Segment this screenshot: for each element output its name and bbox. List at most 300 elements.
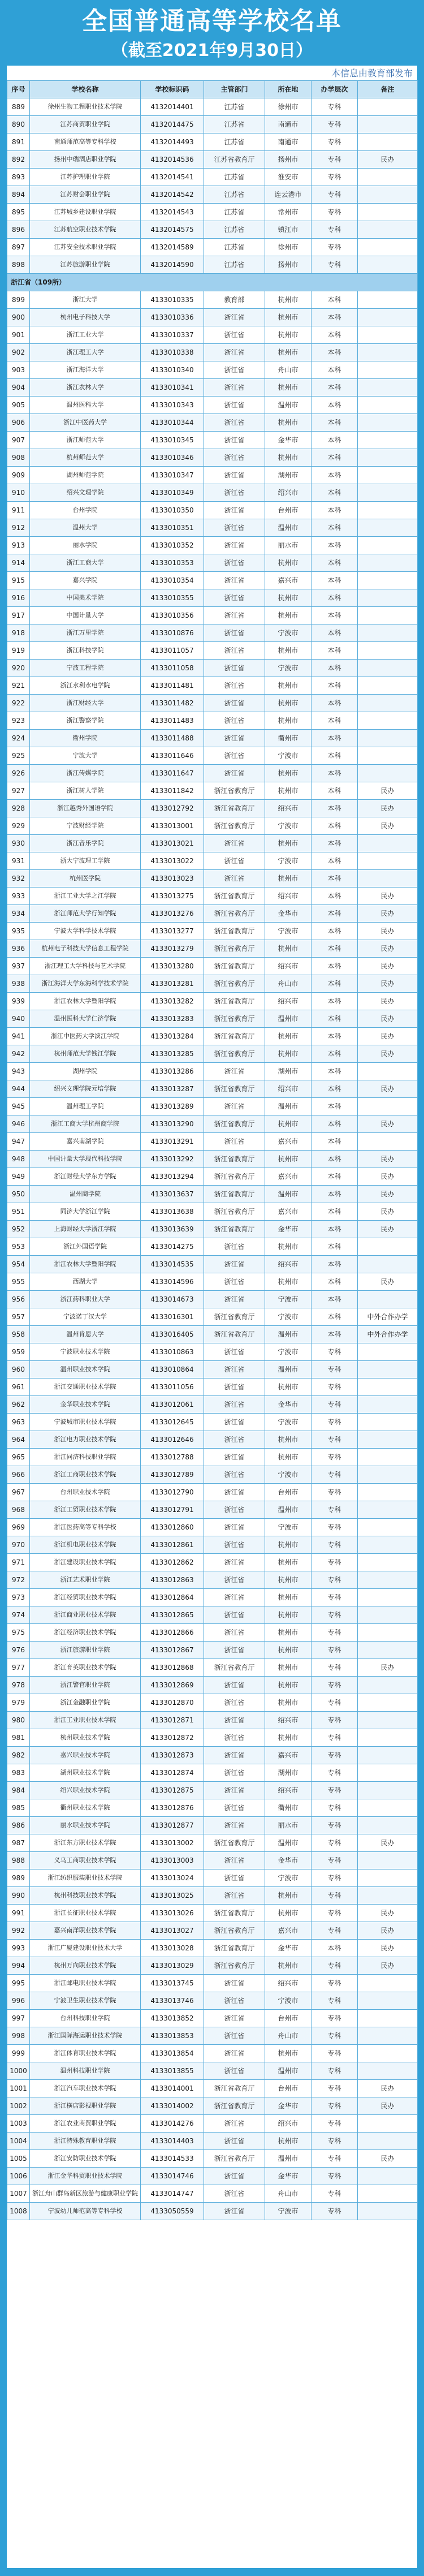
cell-dept: 浙江省 bbox=[204, 1992, 265, 2010]
cell-no: 946 bbox=[7, 1115, 30, 1133]
cell-no: 988 bbox=[7, 1852, 30, 1869]
cell-code: 4133012873 bbox=[141, 1747, 204, 1764]
cell-note bbox=[358, 344, 418, 361]
cell-level: 本科 bbox=[311, 414, 358, 432]
cell-level: 专科 bbox=[311, 1484, 358, 1501]
cell-dept: 浙江省 bbox=[204, 1063, 265, 1080]
cell-dept: 浙江省 bbox=[204, 1414, 265, 1431]
cell-note: 民办 bbox=[358, 1834, 418, 1852]
cell-no: 922 bbox=[7, 695, 30, 712]
cell-dept: 浙江省 bbox=[204, 449, 265, 467]
cell-note bbox=[358, 1869, 418, 1887]
cell-level: 专科 bbox=[311, 1852, 358, 1869]
cell-level: 本科 bbox=[311, 519, 358, 537]
table-row bbox=[7, 1940, 418, 1957]
cell-level: 本科 bbox=[311, 1326, 358, 1343]
cell-level: 专科 bbox=[311, 1396, 358, 1414]
cell-note: 民办 bbox=[358, 993, 418, 1010]
cell-school-name: 浙江树人学院 bbox=[30, 782, 141, 800]
cell-note bbox=[358, 1098, 418, 1115]
cell-location: 杭州市 bbox=[265, 2045, 311, 2062]
cell-no: 891 bbox=[7, 133, 30, 151]
cell-no: 993 bbox=[7, 1940, 30, 1957]
cell-level: 本科 bbox=[311, 1115, 358, 1133]
cell-code: 4133010352 bbox=[141, 537, 204, 554]
table-row bbox=[7, 1747, 418, 1764]
cell-school-name: 浙江大学 bbox=[30, 291, 141, 309]
cell-note bbox=[358, 397, 418, 414]
cell-school-name: 浙江工业大学之江学院 bbox=[30, 888, 141, 905]
cell-note: 民办 bbox=[358, 782, 418, 800]
cell-no: 905 bbox=[7, 397, 30, 414]
table-row bbox=[7, 870, 418, 888]
table-row bbox=[7, 1203, 418, 1221]
cell-code: 4133013284 bbox=[141, 1028, 204, 1045]
cell-note: 民办 bbox=[358, 1028, 418, 1045]
cell-no: 904 bbox=[7, 379, 30, 397]
cell-level: 专科 bbox=[311, 1799, 358, 1817]
cell-note bbox=[358, 1431, 418, 1449]
cell-dept: 浙江省教育厅 bbox=[204, 1957, 265, 1975]
cell-dept: 浙江省教育厅 bbox=[204, 1010, 265, 1028]
cell-location: 嘉兴市 bbox=[265, 1168, 311, 1186]
cell-dept: 浙江省 bbox=[204, 835, 265, 852]
cell-location: 温州市 bbox=[265, 1010, 311, 1028]
cell-code: 4133013276 bbox=[141, 905, 204, 923]
cell-note: 民办 bbox=[358, 1010, 418, 1028]
cell-dept: 浙江省教育厅 bbox=[204, 958, 265, 975]
cell-code: 4133013282 bbox=[141, 993, 204, 1010]
cell-level: 本科 bbox=[311, 852, 358, 870]
cell-school-name: 丽水学院 bbox=[30, 537, 141, 554]
cell-note bbox=[358, 256, 418, 274]
cell-note bbox=[358, 835, 418, 852]
cell-level: 专科 bbox=[311, 1571, 358, 1589]
cell-code: 4133013286 bbox=[141, 1063, 204, 1080]
table-row bbox=[7, 1519, 418, 1536]
cell-dept: 浙江省教育厅 bbox=[204, 1834, 265, 1852]
cell-school-name: 台州科技职业学院 bbox=[30, 2010, 141, 2027]
cell-level: 专科 bbox=[311, 1905, 358, 1922]
cell-note bbox=[358, 1729, 418, 1747]
cell-no: 974 bbox=[7, 1606, 30, 1624]
cell-note bbox=[358, 449, 418, 467]
table-row bbox=[7, 800, 418, 817]
cell-location: 绍兴市 bbox=[265, 484, 311, 502]
cell-no: 992 bbox=[7, 1922, 30, 1940]
cell-school-name: 浙江经济职业技术学院 bbox=[30, 1624, 141, 1642]
cell-dept: 浙江省教育厅 bbox=[204, 923, 265, 940]
cell-location: 杭州市 bbox=[265, 1379, 311, 1396]
cell-code: 4133016301 bbox=[141, 1308, 204, 1326]
table-row bbox=[7, 1361, 418, 1379]
cell-location: 杭州市 bbox=[265, 677, 311, 695]
cell-location: 温州市 bbox=[265, 1098, 311, 1115]
cell-location: 嘉兴市 bbox=[265, 1133, 311, 1151]
table-row bbox=[7, 1431, 418, 1449]
cell-location: 宁波市 bbox=[265, 817, 311, 835]
cell-dept: 江苏省教育厅 bbox=[204, 151, 265, 169]
header-cell-name: 学校名称 bbox=[30, 81, 141, 98]
header-cell-dept: 主管部门 bbox=[204, 81, 265, 98]
cell-note bbox=[358, 677, 418, 695]
cell-dept: 浙江省 bbox=[204, 1238, 265, 1256]
cell-level: 专科 bbox=[311, 1343, 358, 1361]
cell-location: 宁波市 bbox=[265, 2203, 311, 2220]
cell-no: 942 bbox=[7, 1045, 30, 1063]
cell-level: 本科 bbox=[311, 449, 358, 467]
cell-location: 杭州市 bbox=[265, 449, 311, 467]
cell-dept: 浙江省教育厅 bbox=[204, 2097, 265, 2115]
table-row bbox=[7, 2010, 418, 2027]
cell-location: 温州市 bbox=[265, 1501, 311, 1519]
cell-dept: 浙江省 bbox=[204, 2062, 265, 2080]
cell-dept: 浙江省 bbox=[204, 519, 265, 537]
cell-no: 897 bbox=[7, 239, 30, 256]
cell-code: 4133011483 bbox=[141, 712, 204, 730]
cell-no: 962 bbox=[7, 1396, 30, 1414]
group-row bbox=[7, 274, 418, 291]
cell-school-name: 浙江医药高等专科学校 bbox=[30, 1519, 141, 1536]
cell-location: 温州市 bbox=[265, 397, 311, 414]
cell-note bbox=[358, 1694, 418, 1712]
cell-school-name: 江苏财会职业学院 bbox=[30, 186, 141, 204]
cell-level: 本科 bbox=[311, 730, 358, 747]
cell-dept: 浙江省 bbox=[204, 1536, 265, 1554]
cell-level: 专科 bbox=[311, 239, 358, 256]
cell-no: 921 bbox=[7, 677, 30, 695]
table-row bbox=[7, 151, 418, 169]
cell-code: 4133010343 bbox=[141, 397, 204, 414]
cell-dept: 浙江省教育厅 bbox=[204, 1326, 265, 1343]
cell-school-name: 杭州职业技术学院 bbox=[30, 1729, 141, 1747]
cell-note: 民办 bbox=[358, 1905, 418, 1922]
cell-dept: 浙江省 bbox=[204, 1747, 265, 1764]
cell-level: 专科 bbox=[311, 1431, 358, 1449]
cell-school-name: 浙江安防职业技术学院 bbox=[30, 2150, 141, 2168]
source-watermark: 本信息由教育部发布 bbox=[331, 68, 413, 79]
cell-note bbox=[358, 1484, 418, 1501]
table-row bbox=[7, 221, 418, 239]
cell-school-name: 浙江金融职业学院 bbox=[30, 1694, 141, 1712]
cell-code: 4133013027 bbox=[141, 1922, 204, 1940]
cell-location: 舟山市 bbox=[265, 2185, 311, 2203]
cell-level: 专科 bbox=[311, 1729, 358, 1747]
cell-school-name: 宁波卫生职业技术学院 bbox=[30, 1992, 141, 2010]
cell-code: 4133010349 bbox=[141, 484, 204, 502]
cell-note bbox=[358, 537, 418, 554]
cell-level: 专科 bbox=[311, 2027, 358, 2045]
cell-note bbox=[358, 2045, 418, 2062]
table-row bbox=[7, 1449, 418, 1466]
cell-level: 专科 bbox=[311, 1887, 358, 1905]
cell-note bbox=[358, 484, 418, 502]
cell-school-name: 西湖大学 bbox=[30, 1273, 141, 1291]
cell-no: 970 bbox=[7, 1536, 30, 1554]
cell-code: 4133010356 bbox=[141, 607, 204, 624]
cell-note bbox=[358, 1764, 418, 1782]
table-group bbox=[7, 274, 418, 291]
cell-no: 945 bbox=[7, 1098, 30, 1115]
cell-code: 4133013853 bbox=[141, 2027, 204, 2045]
cell-level: 专科 bbox=[311, 1642, 358, 1659]
cell-note bbox=[358, 1606, 418, 1624]
cell-location: 台州市 bbox=[265, 502, 311, 519]
table-row bbox=[7, 1659, 418, 1677]
cell-code: 4133013003 bbox=[141, 1852, 204, 1869]
cell-no: 984 bbox=[7, 1782, 30, 1799]
cell-location: 绍兴市 bbox=[265, 1712, 311, 1729]
cell-dept: 浙江省教育厅 bbox=[204, 1203, 265, 1221]
cell-school-name: 浙江农业商贸职业学院 bbox=[30, 2115, 141, 2133]
cell-location: 台州市 bbox=[265, 1484, 311, 1501]
table-row bbox=[7, 2080, 418, 2097]
cell-location: 杭州市 bbox=[265, 291, 311, 309]
cell-school-name: 浙江纺织服装职业技术学院 bbox=[30, 1869, 141, 1887]
cell-location: 绍兴市 bbox=[265, 1256, 311, 1273]
cell-level: 本科 bbox=[311, 1940, 358, 1957]
table-row bbox=[7, 1677, 418, 1694]
cell-code: 4133012876 bbox=[141, 1799, 204, 1817]
cell-location: 宁波市 bbox=[265, 747, 311, 765]
cell-level: 本科 bbox=[311, 1133, 358, 1151]
cell-location: 金华市 bbox=[265, 905, 311, 923]
cell-level: 本科 bbox=[311, 432, 358, 449]
table-row bbox=[7, 1379, 418, 1396]
cell-school-name: 江苏护理职业学院 bbox=[30, 169, 141, 186]
cell-no: 937 bbox=[7, 958, 30, 975]
cell-no: 1001 bbox=[7, 2080, 30, 2097]
cell-location: 温州市 bbox=[265, 519, 311, 537]
cell-level: 本科 bbox=[311, 361, 358, 379]
cell-school-name: 同济大学浙江学院 bbox=[30, 1203, 141, 1221]
cell-level: 本科 bbox=[311, 1080, 358, 1098]
cell-location: 温州市 bbox=[265, 1186, 311, 1203]
cell-dept: 浙江省 bbox=[204, 1466, 265, 1484]
cell-level: 专科 bbox=[311, 1414, 358, 1431]
cell-location: 湖州市 bbox=[265, 1764, 311, 1782]
cell-dept: 浙江省 bbox=[204, 2203, 265, 2220]
cell-school-name: 衢州学院 bbox=[30, 730, 141, 747]
cell-level: 本科 bbox=[311, 993, 358, 1010]
cell-location: 杭州市 bbox=[265, 1431, 311, 1449]
cell-location: 杭州市 bbox=[265, 1887, 311, 1905]
cell-level: 专科 bbox=[311, 256, 358, 274]
cell-school-name: 浙江旅游职业学院 bbox=[30, 1642, 141, 1659]
cell-dept: 浙江省教育厅 bbox=[204, 1080, 265, 1098]
cell-school-name: 浙江广厦建设职业技术大学 bbox=[30, 1940, 141, 1957]
cell-note bbox=[358, 414, 418, 432]
cell-code: 4133013001 bbox=[141, 817, 204, 835]
cell-no: 1002 bbox=[7, 2097, 30, 2115]
cell-no: 941 bbox=[7, 1028, 30, 1045]
table-row bbox=[7, 730, 418, 747]
cell-location: 淮安市 bbox=[265, 169, 311, 186]
cell-note bbox=[358, 1712, 418, 1729]
cell-dept: 浙江省 bbox=[204, 642, 265, 660]
cell-no: 903 bbox=[7, 361, 30, 379]
cell-dept: 浙江省 bbox=[204, 554, 265, 572]
cell-level: 专科 bbox=[311, 1764, 358, 1782]
table-row bbox=[7, 1308, 418, 1326]
table-row bbox=[7, 1642, 418, 1659]
cell-school-name: 温州大学 bbox=[30, 519, 141, 537]
table-row bbox=[7, 1501, 418, 1519]
cell-code: 4133011057 bbox=[141, 642, 204, 660]
cell-no: 966 bbox=[7, 1466, 30, 1484]
cell-dept: 江苏省 bbox=[204, 204, 265, 221]
cell-dept: 浙江省 bbox=[204, 1554, 265, 1571]
cell-code: 4133013852 bbox=[141, 2010, 204, 2027]
cell-level: 专科 bbox=[311, 98, 358, 116]
cell-no: 1005 bbox=[7, 2150, 30, 2168]
table-row bbox=[7, 186, 418, 204]
cell-location: 杭州市 bbox=[265, 1028, 311, 1045]
table-row bbox=[7, 502, 418, 519]
cell-dept: 浙江省 bbox=[204, 2133, 265, 2150]
cell-school-name: 浙江横店影视职业学院 bbox=[30, 2097, 141, 2115]
table-row bbox=[7, 712, 418, 730]
cell-school-name: 浙江中医药大学滨江学院 bbox=[30, 1028, 141, 1045]
cell-dept: 浙江省教育厅 bbox=[204, 2150, 265, 2168]
table-row bbox=[7, 1045, 418, 1063]
cell-level: 本科 bbox=[311, 309, 358, 326]
cell-code: 4133010353 bbox=[141, 554, 204, 572]
table-row bbox=[7, 2045, 418, 2062]
cell-dept: 浙江省教育厅 bbox=[204, 1221, 265, 1238]
table-row bbox=[7, 765, 418, 782]
cell-school-name: 温州职业技术学院 bbox=[30, 1361, 141, 1379]
cell-school-name: 中国美术学院 bbox=[30, 589, 141, 607]
cell-note bbox=[358, 186, 418, 204]
cell-code: 4133012792 bbox=[141, 800, 204, 817]
cell-school-name: 浙江金华科贸职业技术学院 bbox=[30, 2168, 141, 2185]
cell-no: 938 bbox=[7, 975, 30, 993]
cell-school-name: 宁波财经学院 bbox=[30, 817, 141, 835]
cell-location: 常州市 bbox=[265, 204, 311, 221]
cell-code: 4133011058 bbox=[141, 660, 204, 677]
group-label: 浙江省（109所） bbox=[7, 274, 418, 291]
cell-location: 舟山市 bbox=[265, 361, 311, 379]
table-row bbox=[7, 1782, 418, 1799]
header-cell-location: 所在地 bbox=[265, 81, 311, 98]
cell-level: 专科 bbox=[311, 1957, 358, 1975]
table-row bbox=[7, 1817, 418, 1834]
cell-dept: 浙江省 bbox=[204, 870, 265, 888]
cell-note bbox=[358, 1396, 418, 1414]
cell-location: 宁波市 bbox=[265, 1519, 311, 1536]
cell-level: 本科 bbox=[311, 467, 358, 484]
cell-location: 绍兴市 bbox=[265, 2115, 311, 2133]
cell-school-name: 南通师范高等专科学校 bbox=[30, 133, 141, 151]
cell-school-name: 嘉兴南洋职业技术学院 bbox=[30, 1922, 141, 1940]
cell-level: 本科 bbox=[311, 835, 358, 852]
cell-location: 宁波市 bbox=[265, 1466, 311, 1484]
cell-dept: 浙江省 bbox=[204, 1256, 265, 1273]
cell-dept: 浙江省 bbox=[204, 309, 265, 326]
cell-note bbox=[358, 519, 418, 537]
cell-code: 4133014747 bbox=[141, 2185, 204, 2203]
table-row bbox=[7, 1414, 418, 1431]
table-row bbox=[7, 817, 418, 835]
cell-level: 本科 bbox=[311, 1151, 358, 1168]
cell-code: 4133010336 bbox=[141, 309, 204, 326]
cell-school-name: 温州科技职业学院 bbox=[30, 2062, 141, 2080]
cell-school-name: 浙江交通职业技术学院 bbox=[30, 1379, 141, 1396]
cell-school-name: 嘉兴职业技术学院 bbox=[30, 1747, 141, 1764]
cell-code: 4133012864 bbox=[141, 1589, 204, 1606]
cell-school-name: 宁波工程学院 bbox=[30, 660, 141, 677]
table-row bbox=[7, 344, 418, 361]
cell-school-name: 杭州科技职业技术学院 bbox=[30, 1887, 141, 1905]
cell-note bbox=[358, 133, 418, 151]
cell-code: 4133013021 bbox=[141, 835, 204, 852]
table-row bbox=[7, 975, 418, 993]
cell-code: 4133013290 bbox=[141, 1115, 204, 1133]
cell-location: 绍兴市 bbox=[265, 1975, 311, 1992]
cell-dept: 浙江省 bbox=[204, 1817, 265, 1834]
cell-code: 4133011482 bbox=[141, 695, 204, 712]
table-row bbox=[7, 1764, 418, 1782]
cell-level: 本科 bbox=[311, 379, 358, 397]
table-row bbox=[7, 1834, 418, 1852]
cell-school-name: 浙江工商大学 bbox=[30, 554, 141, 572]
cell-school-name: 浙江外国语学院 bbox=[30, 1238, 141, 1256]
cell-level: 本科 bbox=[311, 1098, 358, 1115]
cell-school-name: 浙江海洋大学 bbox=[30, 361, 141, 379]
cell-no: 947 bbox=[7, 1133, 30, 1151]
cell-code: 4133012862 bbox=[141, 1554, 204, 1571]
cell-code: 4133012791 bbox=[141, 1501, 204, 1519]
table-row bbox=[7, 537, 418, 554]
cell-school-name: 浙江机电职业技术学院 bbox=[30, 1536, 141, 1554]
table-row bbox=[7, 379, 418, 397]
cell-code: 4133010351 bbox=[141, 519, 204, 537]
cell-level: 专科 bbox=[311, 1519, 358, 1536]
cell-location: 绍兴市 bbox=[265, 1080, 311, 1098]
cell-location: 南通市 bbox=[265, 116, 311, 133]
table-row bbox=[7, 1624, 418, 1642]
cell-school-name: 浙江汽车职业技术学院 bbox=[30, 2080, 141, 2097]
cell-school-name: 义乌工商职业技术学院 bbox=[30, 1852, 141, 1869]
cell-note: 民办 bbox=[358, 817, 418, 835]
cell-level: 本科 bbox=[311, 1045, 358, 1063]
cell-note: 民办 bbox=[358, 2080, 418, 2097]
cell-note bbox=[358, 1992, 418, 2010]
cell-dept: 浙江省 bbox=[204, 502, 265, 519]
cell-school-name: 浙江长征职业技术学院 bbox=[30, 1905, 141, 1922]
cell-note bbox=[358, 747, 418, 765]
cell-no: 926 bbox=[7, 765, 30, 782]
cell-school-name: 绍兴文理学院元培学院 bbox=[30, 1080, 141, 1098]
table-row bbox=[7, 1115, 418, 1133]
cell-code: 4133010335 bbox=[141, 291, 204, 309]
cell-note: 中外合作办学 bbox=[358, 1308, 418, 1326]
table-row bbox=[7, 1694, 418, 1712]
cell-school-name: 浙江电力职业技术学院 bbox=[30, 1431, 141, 1449]
cell-code: 4133012868 bbox=[141, 1659, 204, 1677]
cell-school-name: 杭州万向职业技术学院 bbox=[30, 1957, 141, 1975]
cell-location: 宁波市 bbox=[265, 923, 311, 940]
cell-no: 969 bbox=[7, 1519, 30, 1536]
cell-school-name: 浙江水利水电学院 bbox=[30, 677, 141, 695]
cell-no: 967 bbox=[7, 1484, 30, 1501]
cell-level: 本科 bbox=[311, 326, 358, 344]
cell-code: 4132014575 bbox=[141, 221, 204, 239]
cell-location: 徐州市 bbox=[265, 239, 311, 256]
cell-level: 本科 bbox=[311, 747, 358, 765]
cell-code: 4133012789 bbox=[141, 1466, 204, 1484]
